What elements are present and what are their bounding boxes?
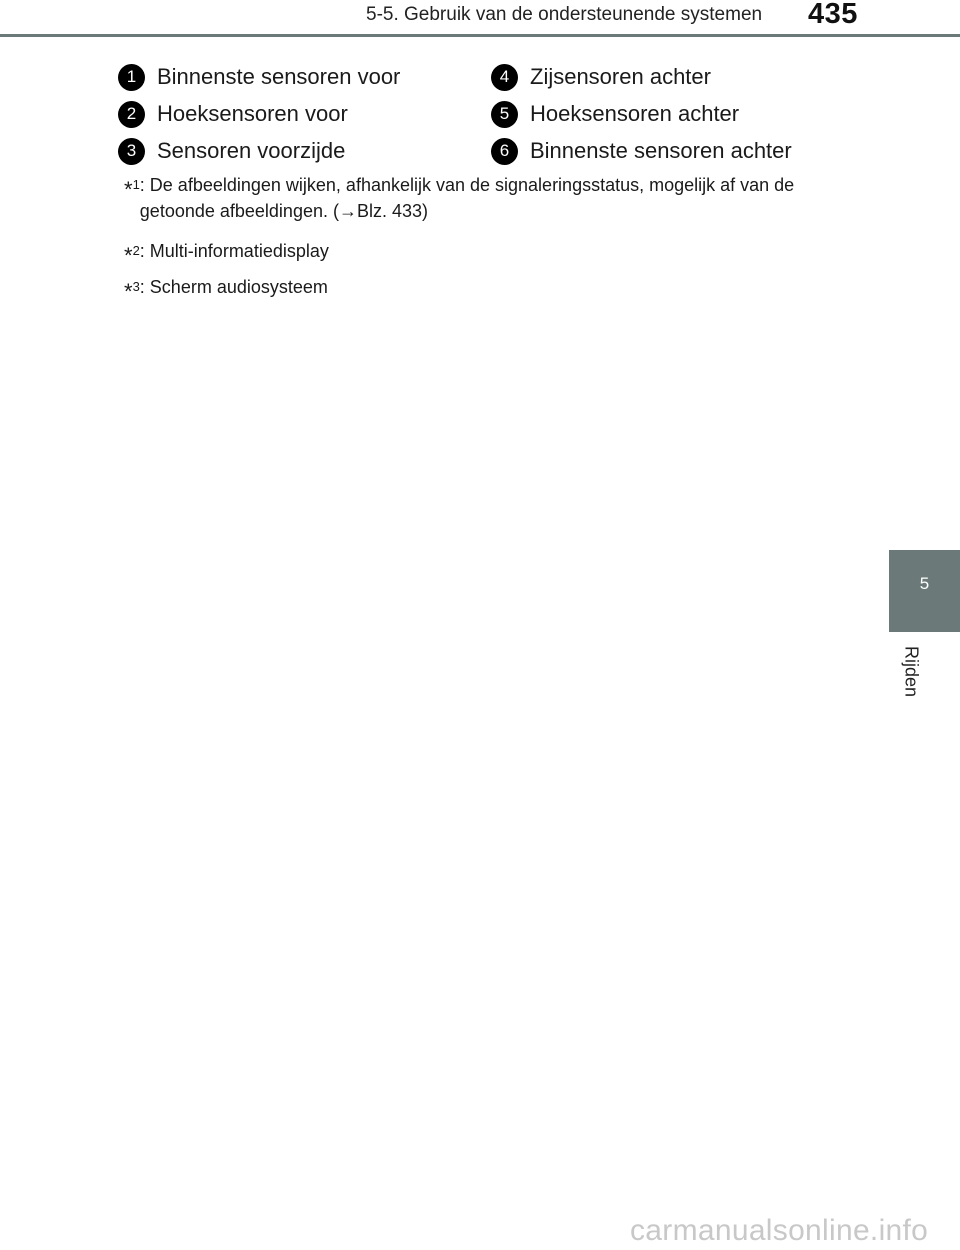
footnote-marker: * [124,279,133,304]
page-header [0,0,960,40]
number-badge: 6 [491,138,518,165]
watermark: carmanualsonline.info [630,1214,929,1247]
legend-label: Binnenste sensoren voor [157,64,401,89]
number-badge: 4 [491,64,518,91]
legend-label: Hoeksensoren voor [157,101,348,126]
legend-item [118,134,345,168]
chapter-label: Rijden [901,645,922,698]
legend-item [491,134,792,168]
footnote-text: : Multi-informatiedisplay [139,241,329,261]
legend-label: Zijsensoren achter [530,64,711,89]
footnote-text: : De afbeeldingen wijken, afhankelijk van de signaleringsstatus, mogelijk af van de getoonde afbeeldingen. (→Blz. 433) [139,175,795,221]
legend-item [491,97,739,131]
footnote [124,238,830,269]
footnote-index: 3 [132,279,140,294]
chapter-tab [889,550,960,632]
footnote-marker: * [124,243,133,268]
section-title: 5-5. Gebruik van de ondersteunende systemen [366,4,763,25]
page-number: 435 [808,0,858,30]
footnote [124,172,830,224]
legend-label: Binnenste sensoren achter [530,138,792,163]
footnote [124,274,830,305]
legend-label: Hoeksensoren achter [530,101,740,126]
legend-label: Sensoren voorzijde [157,138,346,163]
legend-item [118,60,400,94]
chapter-label-container [895,645,923,705]
chapter-number: 5 [919,574,930,593]
footnote-index: 2 [132,243,140,258]
number-badge: 1 [118,64,145,91]
legend-item [118,97,348,131]
number-badge: 3 [118,138,145,165]
number-badge: 5 [491,101,518,128]
legend-item [491,60,711,94]
number-badge: 2 [118,101,145,128]
footnote-marker: * [124,177,133,202]
footnote-index: 1 [132,177,140,192]
header-divider [0,34,960,37]
footnote-text: : Scherm audiosysteem [139,277,328,297]
